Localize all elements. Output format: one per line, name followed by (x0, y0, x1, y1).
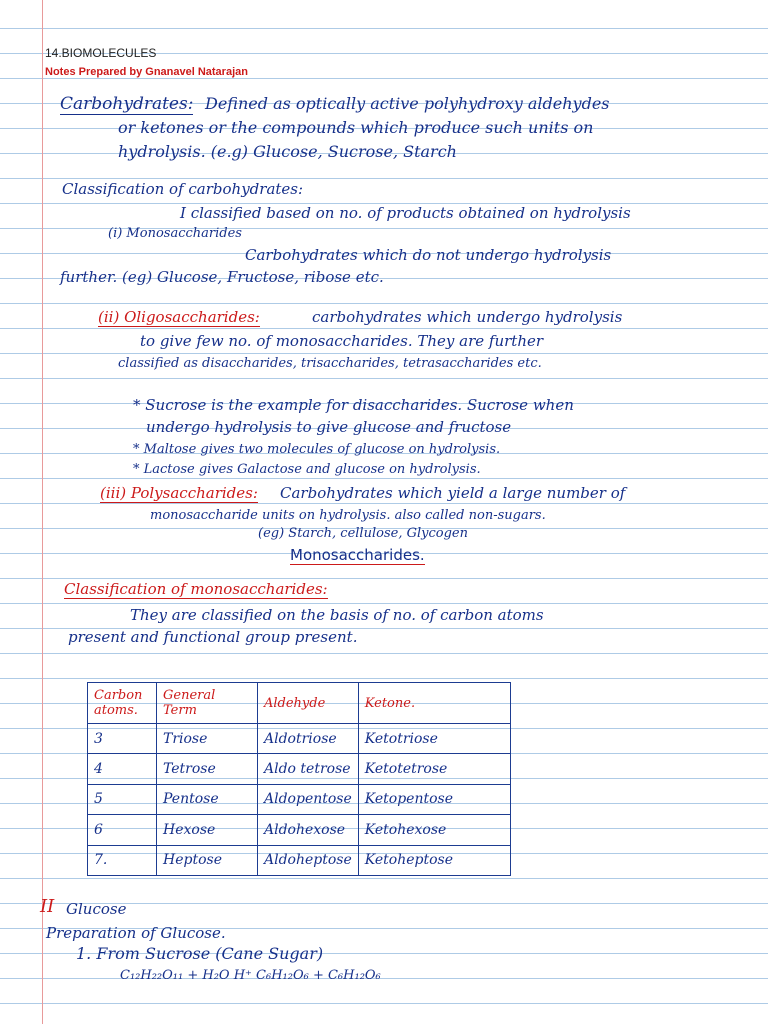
mono-class-text-1: They are classified on the basis of no. of carbon atoms (130, 606, 544, 624)
glucose-equation: C₁₂H₂₂O₁₁ + H₂O H⁺ C₆H₁₂O₆ + C₆H₁₂O₆ (120, 968, 381, 983)
table-header: Ketone. (358, 683, 510, 724)
glucose-preparation: Preparation of Glucose. (46, 924, 226, 942)
table-header: Carbon atoms. (88, 683, 157, 724)
monosaccharide-table (87, 682, 511, 876)
table-cell: Hexose (157, 815, 258, 845)
table-row (88, 815, 511, 845)
table-row (88, 845, 511, 875)
table-cell: 3 (88, 724, 157, 754)
table-cell: Ketohexose (358, 815, 510, 845)
table-cell: Heptose (157, 845, 258, 875)
oligo-text-3: classified as disaccharides, trisaccharides, tetrasaccharides etc. (118, 356, 542, 371)
table-row (88, 784, 511, 814)
carbohydrates-term: Carbohydrates: (60, 94, 194, 114)
sucrose-line-1: * Sucrose is the example for disaccharides. Sucrose when (133, 396, 574, 414)
page-header (45, 46, 248, 78)
table-row (88, 724, 511, 754)
table-cell: Aldo tetrose (258, 754, 359, 784)
mono-text-1: Carbohydrates which do not undergo hydrolysis (245, 246, 612, 264)
table-cell: 4 (88, 754, 157, 784)
mono-classification-heading: Classification of monosaccharides: (64, 580, 328, 598)
oligosaccharides-label: (ii) Oligosaccharides: (98, 308, 260, 326)
poly-text-1: Carbohydrates which yield a large number of (280, 484, 626, 502)
definition-line-2: or ketones or the compounds which produce such units on (118, 118, 594, 137)
table-cell: 6 (88, 815, 157, 845)
table-cell: Triose (157, 724, 258, 754)
table-cell: 5 (88, 784, 157, 814)
monosaccharides-label: (i) Monosaccharides (108, 226, 242, 241)
glucose-from-sucrose: 1. From Sucrose (Cane Sugar) (76, 944, 324, 963)
section-roman-numeral: II (40, 896, 55, 917)
table-cell: 7. (88, 845, 157, 875)
page-title: 14.BIOMOLECULES (45, 46, 157, 60)
table-row (88, 754, 511, 784)
table-cell: Pentose (157, 784, 258, 814)
polysaccharides-label: (iii) Polysaccharides: (100, 484, 258, 502)
table-cell: Ketoheptose (358, 845, 510, 875)
oligo-text-2: to give few no. of monosaccharides. They are further (140, 332, 544, 350)
monosaccharides-heading: Monosaccharides. (290, 546, 425, 564)
table-cell: Ketotriose (358, 724, 510, 754)
glucose-title: Glucose (66, 900, 127, 918)
table-cell: Aldoheptose (258, 845, 359, 875)
table-cell: Tetrose (157, 754, 258, 784)
definition-line-3: hydrolysis. (e.g) Glucose, Sucrose, Starch (118, 142, 457, 161)
table-cell: Ketotetrose (358, 754, 510, 784)
table-cell: Aldohexose (258, 815, 359, 845)
table-cell: Aldopentose (258, 784, 359, 814)
oligo-text-1: carbohydrates which undergo hydrolysis (312, 308, 623, 326)
table-header: Aldehyde (258, 683, 359, 724)
definition-line-1: Defined as optically active polyhydroxy aldehydes (205, 94, 610, 113)
poly-text-3: (eg) Starch, cellulose, Glycogen (258, 526, 468, 541)
mono-class-text-2: present and functional group present. (68, 628, 358, 646)
table-header: General Term (157, 683, 258, 724)
sucrose-line-2: undergo hydrolysis to give glucose and fructose (146, 418, 512, 436)
classification-line-1: I classified based on no. of products obtained on hydrolysis (180, 204, 631, 222)
table-cell: Aldotriose (258, 724, 359, 754)
maltose-line: * Maltose gives two molecules of glucose on hydrolysis. (133, 442, 501, 457)
classification-heading: Classification of carbohydrates: (62, 180, 304, 198)
author-credit: Notes Prepared by Gnanavel Natarajan (45, 66, 248, 78)
table-header-row (88, 683, 511, 724)
poly-text-2: monosaccharide units on hydrolysis. also called non-sugars. (150, 508, 546, 523)
mono-text-2: further. (eg) Glucose, Fructose, ribose etc. (60, 268, 384, 286)
lactose-line: * Lactose gives Galactose and glucose on hydrolysis. (133, 462, 481, 477)
table-cell: Ketopentose (358, 784, 510, 814)
